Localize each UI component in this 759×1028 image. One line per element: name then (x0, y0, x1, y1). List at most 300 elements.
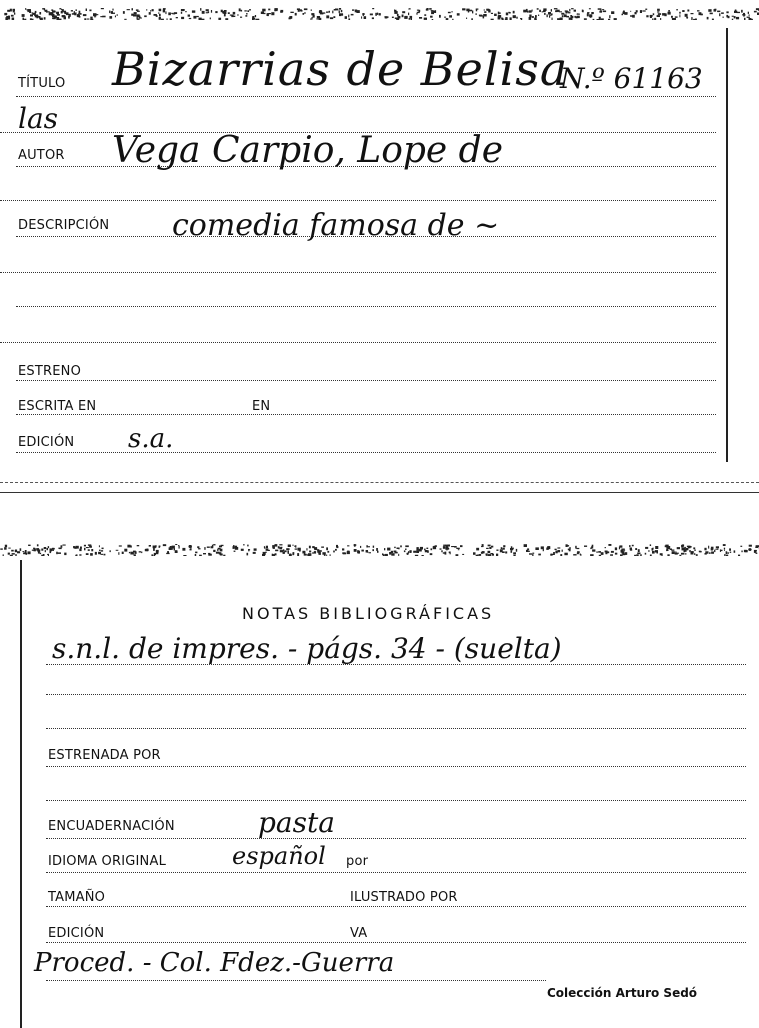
encuadernacion-value: pasta (258, 806, 335, 839)
paper-speck (41, 555, 43, 556)
paper-speck (587, 14, 589, 17)
paper-speck (538, 15, 539, 16)
paper-speck (400, 545, 402, 547)
paper-speck (110, 550, 111, 552)
paper-speck (486, 553, 488, 555)
paper-speck (295, 549, 298, 550)
paper-speck (4, 547, 7, 550)
paper-speck (326, 12, 328, 13)
paper-speck (52, 548, 54, 549)
paper-speck (101, 8, 104, 9)
paper-speck (283, 552, 285, 554)
paper-speck (693, 547, 695, 549)
paper-speck (225, 18, 228, 20)
paper-speck (460, 545, 463, 547)
paper-speck (273, 547, 275, 549)
paper-speck (195, 552, 197, 554)
titulo-number: N.º 61163 (560, 62, 703, 95)
paper-speck (278, 546, 280, 548)
paper-speck (207, 547, 210, 548)
estreno-label: ESTRENO (18, 364, 82, 379)
paper-speck (422, 555, 424, 556)
paper-speck (529, 553, 532, 554)
paper-speck (457, 13, 460, 15)
paper-speck (721, 12, 724, 14)
paper-speck (62, 15, 65, 17)
paper-speck (326, 15, 329, 18)
paper-speck (544, 13, 546, 15)
paper-speck (339, 10, 340, 13)
idioma-original-value: español (232, 842, 326, 870)
paper-speck (347, 551, 349, 553)
paper-speck (190, 549, 192, 551)
paper-speck (506, 13, 508, 16)
paper-speck (592, 549, 595, 551)
paper-speck (705, 551, 708, 553)
paper-speck (47, 11, 50, 12)
paper-speck (454, 546, 457, 548)
edicion2-label: EDICIÓN (48, 926, 105, 941)
paper-speck (293, 545, 294, 546)
paper-speck (330, 554, 331, 556)
paper-speck (348, 18, 350, 20)
paper-speck (532, 10, 533, 12)
paper-speck (391, 551, 393, 553)
paper-speck (475, 13, 477, 14)
paper-speck (79, 11, 81, 14)
paper-speck (239, 8, 241, 11)
paper-speck (117, 14, 118, 16)
paper-speck (734, 16, 736, 18)
paper-speck (195, 554, 197, 556)
paper-speck (444, 17, 446, 18)
paper-speck (729, 548, 731, 550)
paper-speck (309, 555, 310, 556)
notas-value: s.n.l. de impres. - págs. 34 - (suelta) (52, 632, 562, 665)
paper-speck (5, 545, 7, 548)
paper-speck (564, 553, 567, 556)
paper-speck (29, 9, 31, 12)
paper-speck (391, 553, 394, 556)
paper-speck (667, 546, 670, 549)
paper-speck (557, 18, 560, 20)
paper-speck (710, 13, 713, 15)
paper-speck (373, 546, 374, 548)
paper-speck (697, 10, 700, 11)
paper-speck (263, 13, 266, 14)
paper-speck (101, 550, 103, 551)
paper-speck (8, 548, 10, 549)
paper-speck (709, 552, 711, 554)
paper-speck (704, 548, 706, 551)
paper-speck (657, 551, 659, 553)
edicion-value: s.a. (128, 424, 174, 454)
paper-speck (682, 10, 684, 12)
paper-speck (252, 16, 254, 17)
paper-speck (620, 554, 623, 556)
paper-speck (622, 553, 625, 555)
paper-speck (571, 18, 573, 20)
card-divider-dashed (0, 482, 759, 483)
paper-speck (611, 11, 614, 14)
paper-speck (682, 548, 686, 551)
paper-speck (24, 19, 26, 20)
paper-speck (694, 553, 695, 555)
paper-speck (268, 13, 271, 14)
paper-speck (754, 550, 757, 553)
paper-speck (658, 13, 661, 15)
paper-speck (76, 554, 78, 556)
paper-speck (416, 550, 419, 553)
paper-speck (311, 9, 312, 11)
paper-speck (640, 10, 642, 13)
paper-speck (151, 554, 153, 556)
paper-speck (728, 552, 729, 554)
paper-speck (675, 16, 678, 17)
paper-speck (657, 15, 660, 17)
paper-speck (472, 11, 473, 14)
paper-speck (79, 554, 81, 555)
paper-speck (175, 550, 177, 552)
paper-speck (590, 15, 591, 18)
paper-speck (43, 554, 45, 556)
paper-speck (744, 18, 746, 20)
paper-speck (650, 15, 652, 18)
paper-speck (591, 546, 593, 548)
paper-speck (134, 12, 137, 14)
paper-speck (37, 544, 39, 546)
paper-speck (443, 546, 445, 549)
paper-speck (220, 554, 223, 556)
paper-speck (532, 554, 533, 556)
paper-speck (679, 12, 681, 14)
paper-speck (405, 549, 406, 551)
paper-speck (484, 11, 486, 13)
paper-speck (539, 10, 541, 12)
paper-speck (723, 17, 724, 18)
paper-speck (286, 548, 289, 550)
paper-speck (156, 550, 159, 553)
procedencia-value: Proced. - Col. Fdez.-Guerra (34, 948, 395, 978)
paper-speck (424, 14, 426, 16)
paper-speck (655, 546, 658, 549)
paper-speck (513, 555, 515, 556)
paper-speck (568, 12, 570, 13)
paper-speck (691, 552, 694, 555)
paper-speck (488, 551, 491, 553)
paper-speck (52, 17, 54, 19)
paper-speck (327, 551, 329, 553)
paper-speck (309, 546, 311, 549)
paper-speck (611, 551, 614, 553)
paper-speck (84, 548, 86, 551)
paper-speck (83, 14, 87, 16)
paper-speck (363, 13, 364, 16)
paper-speck (133, 551, 136, 553)
paper-speck (199, 555, 202, 556)
descripcion-value: comedia famosa de ~ (172, 208, 500, 243)
paper-speck (742, 14, 743, 15)
paper-speck (598, 551, 601, 553)
paper-speck (168, 12, 171, 15)
autor-value: Vega Carpio, Lope de (112, 130, 504, 171)
paper-speck (575, 546, 577, 549)
paper-speck (264, 546, 265, 548)
paper-speck (235, 547, 238, 550)
paper-speck (672, 19, 675, 21)
paper-speck (416, 13, 417, 15)
paper-speck (84, 545, 86, 547)
paper-speck (377, 13, 378, 15)
paper-speck (15, 554, 16, 556)
paper-speck (288, 545, 291, 548)
paper-speck (248, 549, 249, 551)
paper-speck (219, 546, 222, 548)
paper-speck (635, 548, 637, 550)
paper-speck (149, 546, 151, 547)
paper-speck (48, 554, 49, 556)
paper-speck (636, 10, 638, 12)
paper-speck (17, 551, 20, 553)
paper-speck (23, 18, 25, 20)
paper-speck (246, 13, 248, 14)
paper-speck (743, 16, 745, 17)
paper-speck (661, 554, 662, 556)
paper-speck (124, 19, 126, 20)
paper-speck (513, 15, 516, 18)
paper-speck (640, 554, 642, 555)
idioma-original-label: IDIOMA ORIGINAL (48, 854, 167, 869)
paper-speck (212, 545, 213, 548)
paper-speck (450, 552, 451, 555)
paper-speck (529, 17, 532, 20)
paper-speck (280, 11, 283, 13)
paper-speck (45, 550, 46, 552)
paper-speck (456, 548, 460, 549)
paper-speck (426, 9, 428, 11)
paper-speck (724, 550, 725, 551)
paper-speck (304, 552, 305, 555)
paper-speck (562, 15, 564, 17)
paper-speck (317, 16, 320, 18)
paper-speck (699, 12, 702, 15)
paper-speck (299, 549, 301, 552)
paper-speck (25, 551, 27, 554)
paper-speck (691, 17, 692, 20)
paper-speck (99, 545, 100, 547)
paper-speck (11, 15, 14, 17)
paper-speck (80, 547, 82, 549)
paper-speck (44, 547, 47, 549)
paper-speck (488, 545, 491, 547)
paper-speck (279, 544, 282, 545)
paper-speck (577, 13, 578, 14)
rule (46, 800, 746, 801)
paper-speck (102, 16, 105, 18)
paper-speck (384, 548, 385, 550)
paper-speck (532, 553, 534, 554)
paper-speck (510, 17, 512, 20)
paper-speck (685, 553, 687, 554)
paper-speck (90, 553, 93, 556)
paper-speck (430, 553, 433, 555)
paper-speck (159, 14, 161, 17)
paper-speck (176, 17, 178, 18)
paper-speck (339, 13, 341, 16)
paper-speck (295, 13, 297, 16)
paper-speck (188, 15, 190, 17)
paper-speck (503, 545, 505, 547)
rule (16, 380, 716, 381)
paper-speck (711, 548, 713, 550)
paper-speck (64, 11, 66, 14)
paper-speck (313, 15, 315, 18)
paper-speck (93, 13, 97, 16)
paper-speck (687, 17, 688, 19)
paper-speck (712, 19, 714, 20)
paper-speck (352, 9, 354, 10)
paper-speck (266, 546, 268, 548)
paper-speck (732, 19, 733, 20)
paper-speck (574, 16, 576, 18)
paper-speck (255, 19, 258, 20)
paper-speck (351, 14, 354, 16)
paper-speck (741, 551, 742, 553)
paper-speck (145, 549, 148, 551)
paper-speck (548, 13, 551, 15)
paper-speck (637, 553, 640, 555)
paper-speck (48, 546, 49, 548)
paper-speck (10, 9, 12, 12)
paper-speck (440, 548, 442, 549)
paper-speck (234, 551, 236, 552)
paper-speck (213, 544, 215, 545)
paper-speck (748, 12, 749, 14)
paper-speck (747, 17, 750, 18)
paper-speck (687, 10, 689, 12)
paper-speck (303, 13, 305, 15)
paper-speck (740, 546, 742, 547)
paper-speck (144, 15, 147, 17)
paper-speck (605, 551, 608, 553)
paper-speck (599, 555, 601, 556)
paper-speck (672, 551, 675, 554)
paper-speck (208, 554, 212, 556)
paper-speck (498, 17, 501, 20)
paper-speck (63, 545, 66, 546)
paper-speck (372, 8, 374, 9)
paper-speck (10, 555, 13, 556)
paper-speck (210, 18, 211, 20)
paper-speck (247, 10, 249, 12)
paper-speck (183, 555, 186, 556)
paper-speck (196, 16, 198, 17)
paper-speck (608, 19, 610, 20)
paper-speck (28, 545, 31, 546)
paper-speck (513, 552, 516, 554)
paper-speck (206, 12, 209, 13)
paper-speck (280, 547, 282, 549)
paper-speck (335, 549, 337, 551)
paper-speck (456, 554, 459, 556)
rule (46, 838, 746, 839)
paper-speck (102, 548, 104, 550)
paper-speck (726, 15, 728, 18)
paper-speck (524, 544, 527, 547)
paper-speck (217, 549, 218, 551)
paper-speck (290, 12, 293, 13)
titulo-label: TÍTULO (18, 76, 66, 91)
estrenada-por-label: ESTRENADA POR (48, 748, 161, 763)
paper-speck (622, 551, 625, 554)
paper-speck (479, 15, 482, 16)
paper-speck (118, 552, 119, 555)
paper-speck (312, 552, 313, 554)
paper-speck (573, 554, 576, 555)
paper-speck (358, 551, 360, 554)
paper-speck (483, 14, 487, 17)
paper-speck (115, 16, 116, 18)
torn-edge-bottom-card (0, 544, 759, 556)
paper-speck (11, 550, 14, 552)
paper-speck (744, 550, 747, 552)
paper-speck (629, 545, 630, 547)
paper-speck (576, 548, 579, 549)
paper-speck (406, 553, 408, 554)
va-label: VA (350, 926, 368, 941)
paper-speck (247, 553, 249, 556)
paper-speck (35, 12, 36, 14)
paper-speck (577, 553, 579, 555)
paper-speck (272, 554, 274, 556)
paper-speck (394, 547, 396, 548)
paper-speck (538, 554, 541, 556)
paper-speck (137, 14, 140, 17)
paper-speck (609, 15, 610, 18)
paper-speck (109, 16, 112, 19)
rule (46, 694, 746, 695)
paper-speck (228, 12, 230, 14)
paper-speck (112, 9, 113, 11)
paper-speck (192, 10, 195, 12)
paper-speck (449, 15, 452, 17)
paper-speck (166, 553, 169, 554)
paper-speck (625, 14, 627, 15)
paper-speck (532, 16, 534, 18)
paper-speck (244, 10, 246, 11)
paper-speck (426, 548, 428, 549)
paper-speck (347, 545, 349, 546)
paper-speck (36, 548, 39, 551)
paper-speck (28, 551, 31, 554)
paper-speck (513, 11, 515, 14)
paper-speck (446, 18, 449, 20)
paper-speck (94, 16, 96, 17)
paper-speck (591, 12, 594, 14)
paper-speck (542, 11, 544, 12)
paper-speck (602, 9, 604, 10)
paper-speck (189, 545, 192, 548)
paper-speck (738, 555, 740, 556)
ilustrado-por-label: ILUSTRADO POR (350, 890, 458, 905)
paper-speck (398, 16, 401, 19)
paper-speck (593, 19, 595, 20)
paper-speck (708, 9, 711, 12)
paper-speck (699, 551, 701, 553)
rule (46, 728, 746, 729)
paper-speck (280, 550, 283, 552)
paper-speck (159, 9, 162, 12)
